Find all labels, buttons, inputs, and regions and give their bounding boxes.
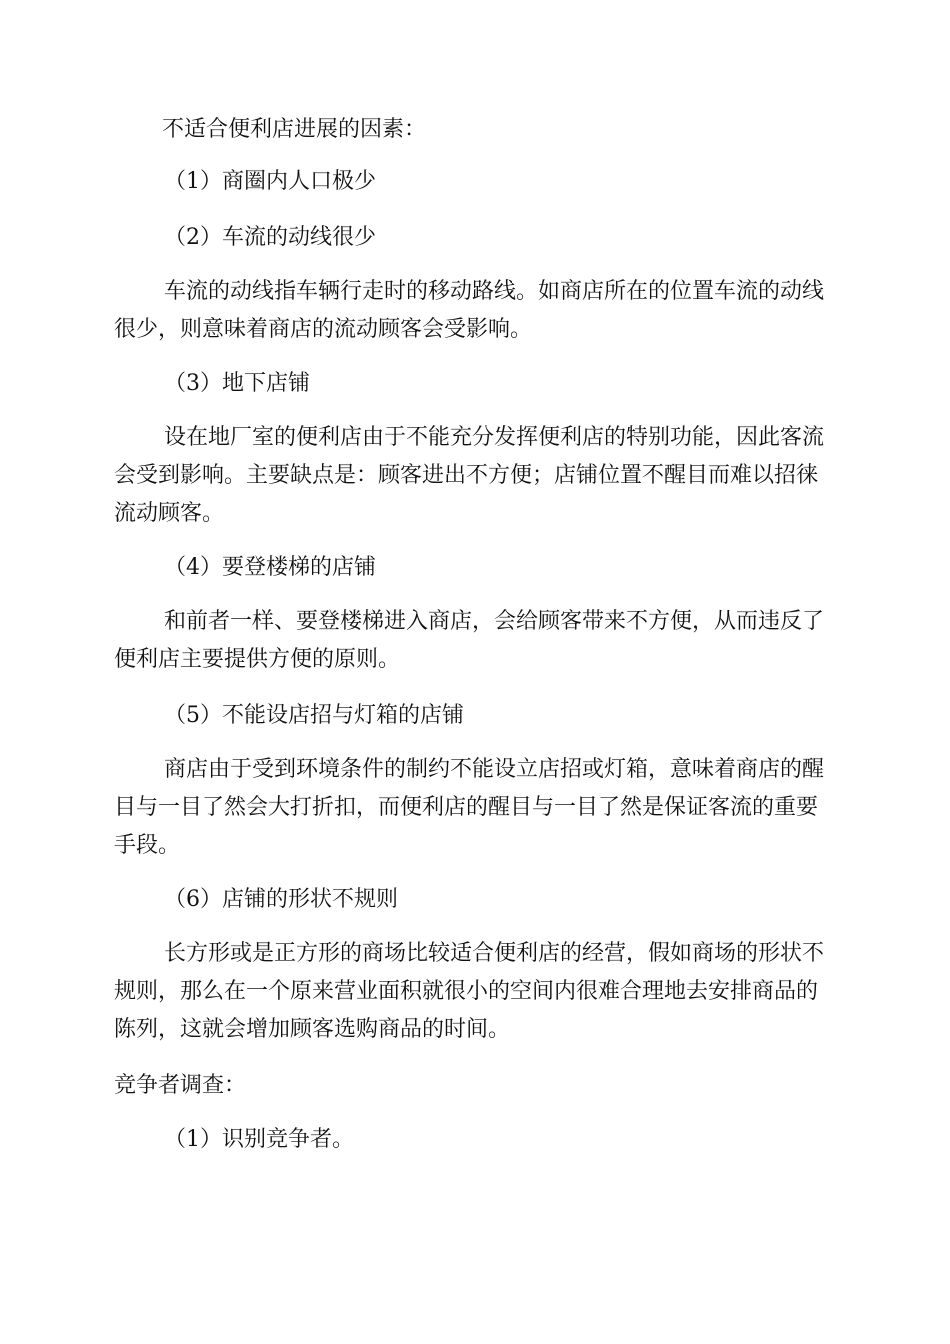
list-item-1: （1）商圈内人口极少 — [164, 169, 376, 194]
paragraph-6-line-1: 长方形或是正方形的商场比较适合便利店的经营，假如商场的形状不 — [164, 941, 825, 966]
list-item-6: （6）店铺的形状不规则 — [164, 887, 398, 912]
list-item-2: （2）车流的动线很少 — [164, 225, 376, 250]
paragraph-4-line-2: 便利店主要提供方便的原则。 — [114, 647, 401, 672]
section-heading-unsuitable-factors: 不适合便利店进展的因素： — [162, 117, 427, 142]
list-item-4: （4）要登楼梯的店铺 — [164, 555, 376, 580]
paragraph-3-line-1: 设在地厂室的便利店由于不能充分发挥便利店的特别功能，因此客流 — [164, 425, 825, 450]
paragraph-2-line-2: 很少，则意味着商店的流动顾客会受影响。 — [114, 317, 533, 342]
paragraph-5-line-2: 目与一目了然会大打折扣，而便利店的醒目与一目了然是保证客流的重要 — [114, 795, 819, 820]
paragraph-3-line-3: 流动顾客。 — [114, 501, 225, 526]
paragraph-6-line-3: 陈列，这就会增加顾客选购商品的时间。 — [114, 1017, 511, 1042]
paragraph-5-line-1: 商店由于受到环境条件的制约不能设立店招或灯箱，意味着商店的醒 — [164, 757, 825, 782]
section-heading-competitor-survey: 竞争者调查： — [114, 1073, 247, 1098]
list-item-3: （3）地下店铺 — [164, 371, 310, 396]
paragraph-5-line-3: 手段。 — [114, 833, 181, 858]
paragraph-3-line-2: 会受到影响。主要缺点是：顾客进出不方便；店铺位置不醒目而难以招徕 — [114, 463, 819, 488]
paragraph-6-line-2: 规则，那么在一个原来营业面积就很小的空间内很难合理地去安排商品的 — [114, 979, 819, 1004]
list-item-5: （5）不能设店招与灯箱的店铺 — [164, 703, 464, 728]
paragraph-4-line-1: 和前者一样、要登楼梯进入商店，会给顾客带来不方便，从而违反了 — [164, 609, 825, 634]
competitor-list-item-1: （1）识别竞争者。 — [164, 1127, 354, 1152]
paragraph-2-line-1: 车流的动线指车辆行走时的移动路线。如商店所在的位置车流的动线 — [164, 279, 825, 304]
